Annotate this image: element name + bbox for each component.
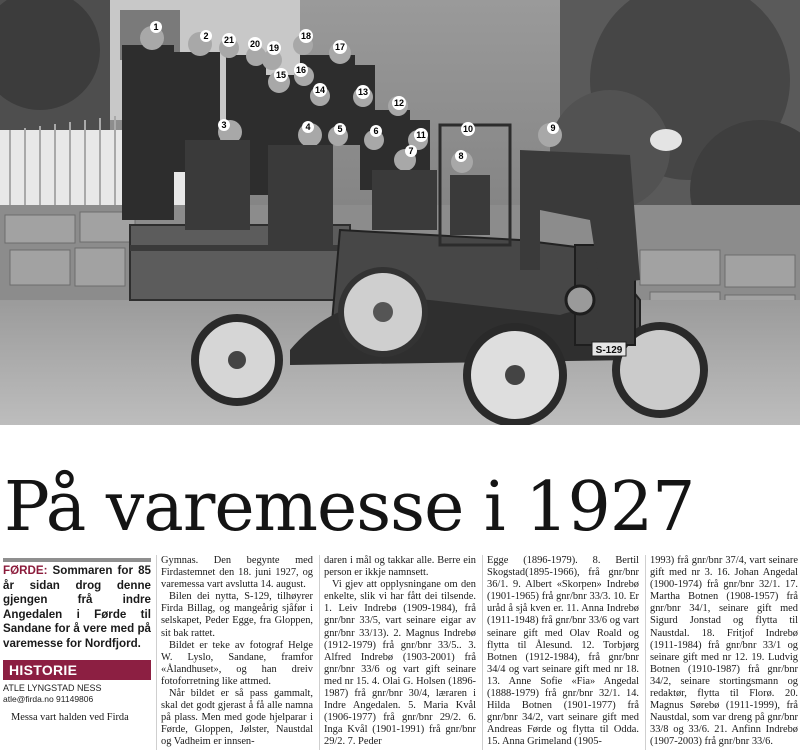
body-paragraph: Vi gjev att opplysningane om den enkelte, slik vi har fått dei tilsende. 1. Leiv Indrebø (1909-1984), frå gnr/bnr 33/5, vart seinare eigar av gnr/bnr 33/13). 2. Magnus Indrebø (1912-1979) frå gnr/bnr 33/5.. 3. Alfred Indrebø (1903-2001) frå gnr/bnr 33/6 og vart gift seinare med nr 15. 4. Olai G. Holsen (1896-1987) frå gnr/bnr 30/4, læraren i Indre Angedalen. 5. Maria Kvål (1906-1977) frå gnr/bnr 29/2. 6. Inga Kvål (1901-1991) frå gnr/bnr 29/2. 7. Peder <box>324 579 476 748</box>
lead-kicker: FØRDE: <box>3 564 48 577</box>
column-divider <box>319 555 320 750</box>
lead-paragraph <box>3 564 151 652</box>
column-divider <box>645 555 646 750</box>
badge-label: 4 <box>305 122 311 132</box>
lead-text: Sommaren for 85 år sidan drog denne gjengen frå indre Angedalen i Førde til Sandane for å vere med på varemesse for Nordfjord. <box>3 564 151 650</box>
badge-label: 1 <box>153 22 159 32</box>
badge-label: 9 <box>550 123 556 133</box>
badge-label: 20 <box>249 39 261 49</box>
person-badge <box>299 29 313 43</box>
badge-label: 12 <box>393 98 405 108</box>
badge-label: 14 <box>314 85 326 95</box>
body-paragraph: 1993) frå gnr/bnr 37/4, vart seinare gift med nr 3. 16. Johan Angedal (1900-1974) frå gnr/bnr 32/1. 17. Martha Botnen (1908-1957) frå gnr/bnr 34/1, seinare gift med Sigurd Jonstad og flytta til Naustdal. 18. Fritjof Indrebø (1911-1984) frå gnr/bnr 33/1 og seinare gift med nr 12. 19. Ludvig Botnen (1910-1987) frå gnr/bnr 34/2, seinare stortingsmann og redaktør, flytta til Florø. 20. Magnus Sørebø (1911-1999), frå Naustdal, som var dreng på gnr/bnr 33/8 og 33/6. 21. Anfinn Indrebø (1907-2003) frå gnr/bnr 33/6. <box>650 555 798 748</box>
person-badge <box>370 125 382 137</box>
badge-label: 15 <box>275 70 287 80</box>
byline-author: ATLE LYNGSTAD NESS <box>3 682 102 693</box>
person-badge <box>547 122 559 134</box>
body-paragraph: Bilen dei nytta, S-129, tilhøyrer Firda Billag, og mangeårig sjåfør i selskapet, Peder Egge, fra Gloppen, sit bak rattet. <box>161 591 313 639</box>
byline <box>3 683 151 705</box>
lead-column <box>3 558 151 724</box>
badge-label: 11 <box>416 130 426 140</box>
person-badge <box>334 123 346 135</box>
badge-label: 7 <box>408 146 414 156</box>
person-badge <box>405 145 417 157</box>
person-badge <box>150 21 162 33</box>
person-badge <box>248 37 262 51</box>
section-badge: HISTORIE <box>3 660 151 680</box>
plate-text: S-129 <box>595 345 623 356</box>
badge-label: 13 <box>357 87 369 97</box>
person-badge <box>267 41 281 55</box>
text-column-2 <box>324 555 476 750</box>
badge-label: 6 <box>373 126 379 136</box>
badge-label: 19 <box>268 43 280 53</box>
person-badge <box>218 119 230 131</box>
page-title: På varemesse i 1927 <box>4 468 695 547</box>
badge-label: 3 <box>221 120 227 130</box>
body-paragraph: Egge (1896-1979). 8. Bertil Skogstad(1895-1966), frå gnr/bnr 36/1. 9. Albert «Skorpen» Indrebø (1901-1965) frå gnr/bnr 33/3. 10. Er uråd å sjå kven er. 11. Anna Indrebø (1911-1948) frå gnr/bnr 33/6 og vart seinare gift med Olav Roald og flytta til Ålesund. 12. Torbjørg Botnen (1912-1984), frå gnr/bnr 34/4 og vart seinare gift med nr 18. 13. Anne Sofie «Fia» Angedal (1888-1979) frå gnr/bnr 32/1. 14. Hilda Botnen (1901-1977) frå gnr/bnr 34/2, vart seinare gift med Andreas Førde og flytta til Odda. 15. Anna Grimeland (1905- <box>487 555 639 748</box>
text-column-3 <box>487 555 639 750</box>
person-badge <box>414 128 428 142</box>
badge-label: 8 <box>458 151 464 161</box>
person-badge <box>392 96 406 110</box>
text-column-1 <box>161 555 313 750</box>
badge-label: 16 <box>295 65 307 75</box>
person-badge <box>313 83 327 97</box>
person-badge <box>294 63 308 77</box>
column-divider <box>482 555 483 750</box>
body-paragraph: daren i mål og takkar alle. Berre ein person er ikkje namnsett. <box>324 555 476 579</box>
person-badge <box>222 33 236 47</box>
body-paragraph: Messa vart halden ved Firda <box>11 711 129 723</box>
badge-label: 18 <box>300 31 312 41</box>
body-paragraph: Når bildet er så pass gammalt, skal det godt gjerast å få alle namna på plass. Men med gode hjelparar i Førde, Gloppen, Jølster, Naustdal og Vadheim er innsen- <box>161 688 313 748</box>
person-badge <box>274 68 288 82</box>
badge-label: 2 <box>203 31 209 41</box>
text-column-4 <box>650 555 798 750</box>
column-divider <box>156 555 157 750</box>
person-badge <box>333 40 347 54</box>
body-paragraph: Bildet er teke av fotograf Helge W. Lyslo, Sandane, framfor «Ålandhuset», og han dreiv fotoforretning like attmed. <box>161 639 313 687</box>
byline-contact: atle@firda.no 91149806 <box>3 693 94 704</box>
badge-label: 17 <box>334 42 346 52</box>
body-paragraph: Gymnas. Den begynte med Firdastemnet den 18. juni 1927, og varemessa vart avslutta 14. august. <box>161 555 313 591</box>
person-badge <box>356 85 370 99</box>
person-badge <box>302 121 314 133</box>
badge-label: 10 <box>462 124 474 134</box>
person-badge <box>455 150 467 162</box>
badge-label: 21 <box>223 35 235 45</box>
person-badge <box>200 30 212 42</box>
badge-label: 5 <box>337 124 343 134</box>
person-badge <box>461 122 475 136</box>
